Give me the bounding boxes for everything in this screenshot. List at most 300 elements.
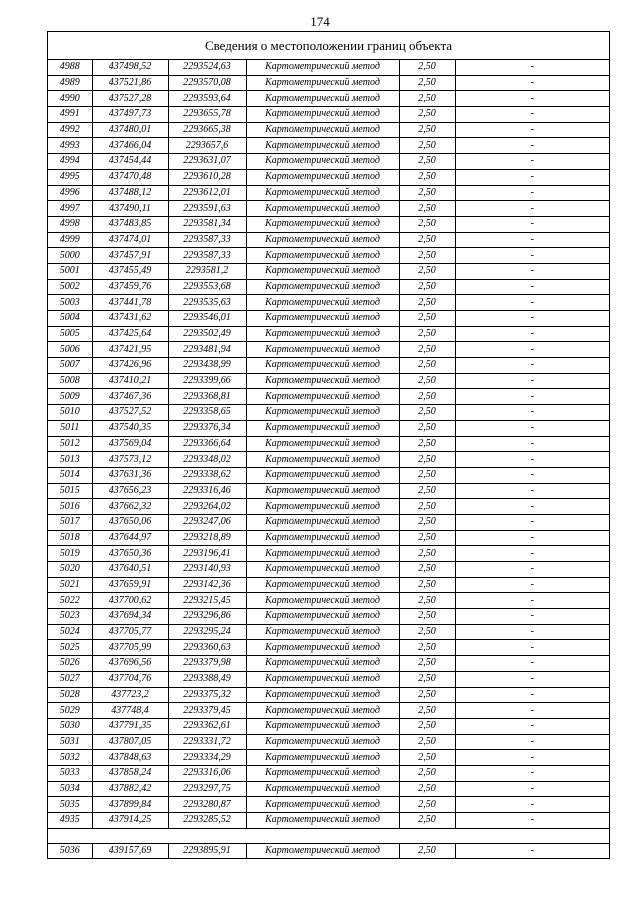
y-coordinate-cell: 2293375,32 <box>168 687 246 703</box>
x-coordinate-cell: 437431,62 <box>92 311 168 327</box>
method-cell: Картометрический метод <box>246 185 399 201</box>
x-coordinate-cell: 437882,42 <box>92 781 168 797</box>
y-coordinate-cell: 2293524,63 <box>168 60 246 75</box>
description-cell: - <box>455 279 609 295</box>
method-cell: Картометрический метод <box>246 122 399 138</box>
y-coordinate-cell: 2293360,63 <box>168 640 246 656</box>
y-coordinate-cell: 2293140,93 <box>168 562 246 578</box>
accuracy-cell: 2,50 <box>399 781 455 797</box>
point-number-cell: 4993 <box>48 138 92 154</box>
point-number-cell: 5006 <box>48 342 92 358</box>
table-row <box>48 483 609 499</box>
point-number-cell: 4988 <box>48 60 92 75</box>
description-cell: - <box>455 467 609 483</box>
coordinates-table <box>48 60 609 859</box>
point-number-cell: 5032 <box>48 750 92 766</box>
y-coordinate-cell: 2293338,62 <box>168 467 246 483</box>
accuracy-cell: 2,50 <box>399 718 455 734</box>
method-cell: Картометрический метод <box>246 734 399 750</box>
table-row-final <box>48 843 609 859</box>
table-row <box>48 75 609 91</box>
method-cell: Картометрический метод <box>246 342 399 358</box>
table-row <box>48 671 609 687</box>
point-number-cell: 5030 <box>48 718 92 734</box>
point-number-cell: 5000 <box>48 248 92 264</box>
y-coordinate-cell: 2293297,75 <box>168 781 246 797</box>
method-cell: Картометрический метод <box>246 452 399 468</box>
description-cell: - <box>455 656 609 672</box>
method-cell: Картометрический метод <box>246 311 399 327</box>
y-coordinate-cell: 2293379,98 <box>168 656 246 672</box>
description-cell: - <box>455 530 609 546</box>
accuracy-cell: 2,50 <box>399 389 455 405</box>
accuracy-cell: 2,50 <box>399 514 455 530</box>
y-coordinate-cell: 2293376,34 <box>168 420 246 436</box>
point-number-cell: 4989 <box>48 75 92 91</box>
table-row <box>48 326 609 342</box>
y-coordinate-cell: 2293316,06 <box>168 765 246 781</box>
table-row <box>48 311 609 327</box>
description-cell: - <box>455 358 609 374</box>
point-number-cell: 5018 <box>48 530 92 546</box>
table-row <box>48 358 609 374</box>
y-coordinate-cell: 2293895,91 <box>168 843 246 859</box>
method-cell: Картометрический метод <box>246 624 399 640</box>
description-cell: - <box>455 514 609 530</box>
method-cell: Картометрический метод <box>246 781 399 797</box>
x-coordinate-cell: 437705,99 <box>92 640 168 656</box>
method-cell: Картометрический метод <box>246 483 399 499</box>
x-coordinate-cell: 437696,56 <box>92 656 168 672</box>
accuracy-cell: 2,50 <box>399 843 455 859</box>
point-number-cell: 5020 <box>48 562 92 578</box>
accuracy-cell: 2,50 <box>399 295 455 311</box>
x-coordinate-cell: 437650,06 <box>92 514 168 530</box>
x-coordinate-cell: 437791,35 <box>92 718 168 734</box>
description-cell: - <box>455 718 609 734</box>
y-coordinate-cell: 2293285,52 <box>168 813 246 829</box>
point-number-cell: 5015 <box>48 483 92 499</box>
accuracy-cell: 2,50 <box>399 232 455 248</box>
point-number-cell: 5007 <box>48 358 92 374</box>
description-cell: - <box>455 169 609 185</box>
x-coordinate-cell: 437490,11 <box>92 201 168 217</box>
x-coordinate-cell: 437705,77 <box>92 624 168 640</box>
accuracy-cell: 2,50 <box>399 154 455 170</box>
point-number-cell: 5002 <box>48 279 92 295</box>
table-row <box>48 169 609 185</box>
description-cell: - <box>455 436 609 452</box>
accuracy-cell: 2,50 <box>399 311 455 327</box>
method-cell: Картометрический метод <box>246 765 399 781</box>
point-number-cell: 5005 <box>48 326 92 342</box>
accuracy-cell: 2,50 <box>399 263 455 279</box>
table-row <box>48 499 609 515</box>
x-coordinate-cell: 437700,62 <box>92 593 168 609</box>
x-coordinate-cell: 437426,96 <box>92 358 168 374</box>
point-number-cell: 4996 <box>48 185 92 201</box>
table-row <box>48 154 609 170</box>
description-cell: - <box>455 107 609 123</box>
accuracy-cell: 2,50 <box>399 671 455 687</box>
y-coordinate-cell: 2293665,38 <box>168 122 246 138</box>
description-cell: - <box>455 452 609 468</box>
table-row <box>48 107 609 123</box>
x-coordinate-cell: 437474,01 <box>92 232 168 248</box>
table-row <box>48 750 609 766</box>
y-coordinate-cell: 2293142,36 <box>168 577 246 593</box>
table-row <box>48 797 609 813</box>
y-coordinate-cell: 2293215,45 <box>168 593 246 609</box>
y-coordinate-cell: 2293379,45 <box>168 703 246 719</box>
table-row <box>48 718 609 734</box>
x-coordinate-cell: 437457,91 <box>92 248 168 264</box>
x-coordinate-cell: 437573,12 <box>92 452 168 468</box>
accuracy-cell: 2,50 <box>399 452 455 468</box>
description-cell: - <box>455 609 609 625</box>
method-cell: Картометрический метод <box>246 232 399 248</box>
accuracy-cell: 2,50 <box>399 248 455 264</box>
table-row <box>48 609 609 625</box>
description-cell: - <box>455 562 609 578</box>
y-coordinate-cell: 2293546,01 <box>168 311 246 327</box>
description-cell: - <box>455 91 609 107</box>
description-cell: - <box>455 546 609 562</box>
description-cell: - <box>455 373 609 389</box>
y-coordinate-cell: 2293481,94 <box>168 342 246 358</box>
table-row <box>48 467 609 483</box>
method-cell: Картометрический метод <box>246 295 399 311</box>
accuracy-cell: 2,50 <box>399 138 455 154</box>
y-coordinate-cell: 2293553,68 <box>168 279 246 295</box>
x-coordinate-cell: 437807,05 <box>92 734 168 750</box>
y-coordinate-cell: 2293570,08 <box>168 75 246 91</box>
table-row <box>48 452 609 468</box>
x-coordinate-cell: 437644,97 <box>92 530 168 546</box>
method-cell: Картометрический метод <box>246 279 399 295</box>
table-row <box>48 562 609 578</box>
y-coordinate-cell: 2293362,61 <box>168 718 246 734</box>
method-cell: Картометрический метод <box>246 499 399 515</box>
y-coordinate-cell: 2293247,06 <box>168 514 246 530</box>
point-number-cell: 4992 <box>48 122 92 138</box>
description-cell: - <box>455 295 609 311</box>
x-coordinate-cell: 437656,23 <box>92 483 168 499</box>
table-row <box>48 781 609 797</box>
accuracy-cell: 2,50 <box>399 687 455 703</box>
table-row <box>48 546 609 562</box>
description-cell: - <box>455 624 609 640</box>
description-cell: - <box>455 232 609 248</box>
x-coordinate-cell: 437410,21 <box>92 373 168 389</box>
table-row <box>48 263 609 279</box>
table-row <box>48 514 609 530</box>
table-row <box>48 248 609 264</box>
accuracy-cell: 2,50 <box>399 483 455 499</box>
x-coordinate-cell: 437748,4 <box>92 703 168 719</box>
description-cell: - <box>455 185 609 201</box>
x-coordinate-cell: 437569,04 <box>92 436 168 452</box>
method-cell: Картометрический метод <box>246 546 399 562</box>
x-coordinate-cell: 437459,76 <box>92 279 168 295</box>
y-coordinate-cell: 2293358,65 <box>168 405 246 421</box>
x-coordinate-cell: 437640,51 <box>92 562 168 578</box>
point-number-cell: 4990 <box>48 91 92 107</box>
description-cell: - <box>455 843 609 859</box>
accuracy-cell: 2,50 <box>399 420 455 436</box>
x-coordinate-cell: 437470,48 <box>92 169 168 185</box>
method-cell: Картометрический метод <box>246 703 399 719</box>
method-cell: Картометрический метод <box>246 813 399 829</box>
table-row <box>48 593 609 609</box>
table-row <box>48 342 609 358</box>
accuracy-cell: 2,50 <box>399 75 455 91</box>
accuracy-cell: 2,50 <box>399 216 455 232</box>
accuracy-cell: 2,50 <box>399 201 455 217</box>
method-cell: Картометрический метод <box>246 843 399 859</box>
accuracy-cell: 2,50 <box>399 107 455 123</box>
x-coordinate-cell: 437527,28 <box>92 91 168 107</box>
description-cell: - <box>455 201 609 217</box>
table-row <box>48 201 609 217</box>
x-coordinate-cell: 437650,36 <box>92 546 168 562</box>
table-row <box>48 420 609 436</box>
point-number-cell: 5009 <box>48 389 92 405</box>
table-row <box>48 122 609 138</box>
point-number-cell: 5016 <box>48 499 92 515</box>
table-row <box>48 734 609 750</box>
accuracy-cell: 2,50 <box>399 750 455 766</box>
accuracy-cell: 2,50 <box>399 577 455 593</box>
y-coordinate-cell: 2293264,02 <box>168 499 246 515</box>
point-number-cell: 4991 <box>48 107 92 123</box>
point-number-cell: 5036 <box>48 843 92 859</box>
method-cell: Картометрический метод <box>246 154 399 170</box>
separator-cell <box>48 828 609 843</box>
method-cell: Картометрический метод <box>246 216 399 232</box>
table-title: Сведения о местоположении границ объекта <box>48 32 609 60</box>
description-cell: - <box>455 593 609 609</box>
point-number-cell: 5028 <box>48 687 92 703</box>
table-row <box>48 640 609 656</box>
table-row <box>48 687 609 703</box>
accuracy-cell: 2,50 <box>399 813 455 829</box>
point-number-cell: 5013 <box>48 452 92 468</box>
method-cell: Картометрический метод <box>246 405 399 421</box>
accuracy-cell: 2,50 <box>399 405 455 421</box>
table-row <box>48 91 609 107</box>
x-coordinate-cell: 437527,52 <box>92 405 168 421</box>
x-coordinate-cell: 437455,49 <box>92 263 168 279</box>
point-number-cell: 5003 <box>48 295 92 311</box>
page-number: 174 <box>310 14 330 29</box>
x-coordinate-cell: 437899,84 <box>92 797 168 813</box>
x-coordinate-cell: 437466,04 <box>92 138 168 154</box>
y-coordinate-cell: 2293295,24 <box>168 624 246 640</box>
method-cell: Картометрический метод <box>246 248 399 264</box>
point-number-cell: 5026 <box>48 656 92 672</box>
table-row <box>48 216 609 232</box>
point-number-cell: 5023 <box>48 609 92 625</box>
y-coordinate-cell: 2293502,49 <box>168 326 246 342</box>
description-cell: - <box>455 263 609 279</box>
point-number-cell: 5027 <box>48 671 92 687</box>
x-coordinate-cell: 437704,76 <box>92 671 168 687</box>
x-coordinate-cell: 437454,44 <box>92 154 168 170</box>
x-coordinate-cell: 437723,2 <box>92 687 168 703</box>
method-cell: Картометрический метод <box>246 530 399 546</box>
accuracy-cell: 2,50 <box>399 326 455 342</box>
method-cell: Картометрический метод <box>246 718 399 734</box>
description-cell: - <box>455 671 609 687</box>
y-coordinate-cell: 2293218,89 <box>168 530 246 546</box>
method-cell: Картометрический метод <box>246 60 399 75</box>
table-row <box>48 60 609 75</box>
y-coordinate-cell: 2293657,6 <box>168 138 246 154</box>
x-coordinate-cell: 437498,52 <box>92 60 168 75</box>
description-cell: - <box>455 687 609 703</box>
point-number-cell: 4998 <box>48 216 92 232</box>
y-coordinate-cell: 2293581,2 <box>168 263 246 279</box>
table-row <box>48 624 609 640</box>
accuracy-cell: 2,50 <box>399 530 455 546</box>
accuracy-cell: 2,50 <box>399 546 455 562</box>
y-coordinate-cell: 2293388,49 <box>168 671 246 687</box>
x-coordinate-cell: 437480,01 <box>92 122 168 138</box>
accuracy-cell: 2,50 <box>399 91 455 107</box>
method-cell: Картометрический метод <box>246 201 399 217</box>
description-cell: - <box>455 640 609 656</box>
y-coordinate-cell: 2293366,64 <box>168 436 246 452</box>
accuracy-cell: 2,50 <box>399 342 455 358</box>
accuracy-cell: 2,50 <box>399 60 455 75</box>
accuracy-cell: 2,50 <box>399 640 455 656</box>
accuracy-cell: 2,50 <box>399 499 455 515</box>
method-cell: Картометрический метод <box>246 593 399 609</box>
point-number-cell: 5024 <box>48 624 92 640</box>
method-cell: Картометрический метод <box>246 514 399 530</box>
point-number-cell: 5010 <box>48 405 92 421</box>
x-coordinate-cell: 437497,73 <box>92 107 168 123</box>
accuracy-cell: 2,50 <box>399 185 455 201</box>
table-row <box>48 577 609 593</box>
x-coordinate-cell: 439157,69 <box>92 843 168 859</box>
description-cell: - <box>455 499 609 515</box>
point-number-cell: 5019 <box>48 546 92 562</box>
table-row <box>48 656 609 672</box>
y-coordinate-cell: 2293593,64 <box>168 91 246 107</box>
method-cell: Картометрический метод <box>246 75 399 91</box>
method-cell: Картометрический метод <box>246 656 399 672</box>
accuracy-cell: 2,50 <box>399 373 455 389</box>
table-row <box>48 405 609 421</box>
table-row <box>48 436 609 452</box>
table-row <box>48 389 609 405</box>
y-coordinate-cell: 2293655,78 <box>168 107 246 123</box>
point-number-cell: 5035 <box>48 797 92 813</box>
description-cell: - <box>455 75 609 91</box>
accuracy-cell: 2,50 <box>399 562 455 578</box>
point-number-cell: 5011 <box>48 420 92 436</box>
table-row <box>48 703 609 719</box>
x-coordinate-cell: 437858,24 <box>92 765 168 781</box>
y-coordinate-cell: 2293348,02 <box>168 452 246 468</box>
point-number-cell: 5021 <box>48 577 92 593</box>
y-coordinate-cell: 2293280,87 <box>168 797 246 813</box>
point-number-cell: 5001 <box>48 263 92 279</box>
table-row <box>48 279 609 295</box>
method-cell: Картометрический метод <box>246 358 399 374</box>
description-cell: - <box>455 765 609 781</box>
method-cell: Картометрический метод <box>246 687 399 703</box>
description-cell: - <box>455 216 609 232</box>
accuracy-cell: 2,50 <box>399 358 455 374</box>
description-cell: - <box>455 154 609 170</box>
method-cell: Картометрический метод <box>246 562 399 578</box>
method-cell: Картометрический метод <box>246 389 399 405</box>
accuracy-cell: 2,50 <box>399 797 455 813</box>
table-row <box>48 373 609 389</box>
point-number-cell: 5022 <box>48 593 92 609</box>
x-coordinate-cell: 437488,12 <box>92 185 168 201</box>
y-coordinate-cell: 2293438,99 <box>168 358 246 374</box>
y-coordinate-cell: 2293196,41 <box>168 546 246 562</box>
x-coordinate-cell: 437694,34 <box>92 609 168 625</box>
x-coordinate-cell: 437848,63 <box>92 750 168 766</box>
accuracy-cell: 2,50 <box>399 436 455 452</box>
accuracy-cell: 2,50 <box>399 734 455 750</box>
method-cell: Картометрический метод <box>246 169 399 185</box>
y-coordinate-cell: 2293612,01 <box>168 185 246 201</box>
description-cell: - <box>455 122 609 138</box>
y-coordinate-cell: 2293535,63 <box>168 295 246 311</box>
accuracy-cell: 2,50 <box>399 122 455 138</box>
accuracy-cell: 2,50 <box>399 593 455 609</box>
coordinates-table-container <box>47 31 610 859</box>
description-cell: - <box>455 420 609 436</box>
separator-row <box>48 828 609 843</box>
method-cell: Картометрический метод <box>246 467 399 483</box>
point-number-cell: 5012 <box>48 436 92 452</box>
method-cell: Картометрический метод <box>246 107 399 123</box>
method-cell: Картометрический метод <box>246 420 399 436</box>
y-coordinate-cell: 2293587,33 <box>168 232 246 248</box>
method-cell: Картометрический метод <box>246 577 399 593</box>
y-coordinate-cell: 2293296,86 <box>168 609 246 625</box>
description-cell: - <box>455 750 609 766</box>
point-number-cell: 5008 <box>48 373 92 389</box>
y-coordinate-cell: 2293581,34 <box>168 216 246 232</box>
accuracy-cell: 2,50 <box>399 169 455 185</box>
description-cell: - <box>455 703 609 719</box>
description-cell: - <box>455 577 609 593</box>
point-number-cell: 4997 <box>48 201 92 217</box>
description-cell: - <box>455 405 609 421</box>
method-cell: Картометрический метод <box>246 750 399 766</box>
x-coordinate-cell: 437521,86 <box>92 75 168 91</box>
x-coordinate-cell: 437914,25 <box>92 813 168 829</box>
description-cell: - <box>455 813 609 829</box>
accuracy-cell: 2,50 <box>399 609 455 625</box>
method-cell: Картометрический метод <box>246 373 399 389</box>
point-number-cell: 5025 <box>48 640 92 656</box>
point-number-cell: 4999 <box>48 232 92 248</box>
x-coordinate-cell: 437659,91 <box>92 577 168 593</box>
x-coordinate-cell: 437662,32 <box>92 499 168 515</box>
description-cell: - <box>455 389 609 405</box>
point-number-cell: 4935 <box>48 813 92 829</box>
x-coordinate-cell: 437631,36 <box>92 467 168 483</box>
